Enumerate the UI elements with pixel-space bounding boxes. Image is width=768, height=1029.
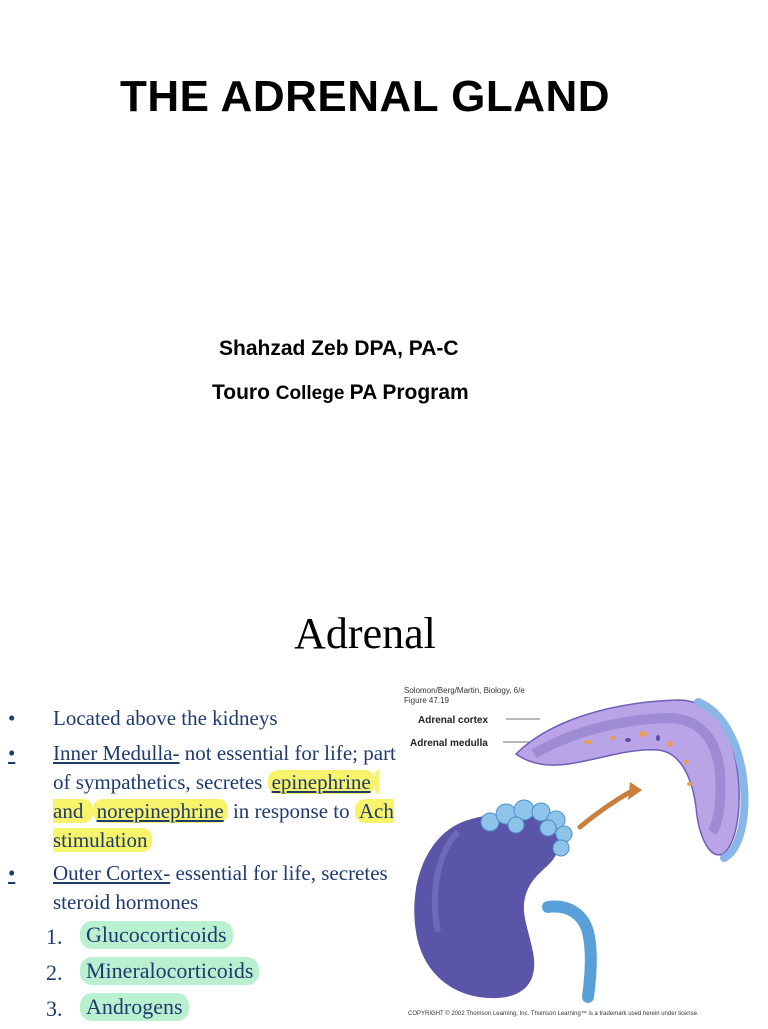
figure-source: Solomon/Berg/Martin, Biology, 6/e: [404, 686, 525, 695]
author-name: Shahzad Zeb DPA, PA-C: [219, 337, 459, 360]
adrenal-figure: [398, 682, 752, 1018]
affil-part-a: Touro: [212, 381, 276, 404]
cortex-desc: essential for life, secretes steroid hormones: [53, 861, 388, 914]
label-adrenal-medulla: Adrenal medulla: [410, 738, 488, 749]
affil-part-c: PA Program: [349, 381, 469, 404]
hormone-label: Mineralocorticoids: [80, 957, 259, 985]
bullet-dot: •: [8, 861, 16, 885]
bullet-dot: •: [8, 706, 16, 730]
hormone-item: [0, 957, 400, 993]
medulla-term: Inner Medulla-: [53, 741, 180, 765]
ach-term: Ach stimulation: [53, 799, 394, 852]
bullet-location: [0, 704, 400, 733]
medulla-desc: not essential for life; part of sympathetics, secretes: [53, 741, 396, 794]
hormone-label: Glucocorticoids: [80, 921, 233, 949]
slide2-title: Adrenal: [294, 609, 436, 658]
bullet-list: [0, 704, 400, 917]
arrow-icon: [580, 792, 630, 827]
hormone-label: Androgens: [80, 993, 189, 1021]
figure-number: Figure 47.19: [404, 696, 449, 705]
norepinephrine-term: norepinephrine: [93, 799, 228, 823]
hormone-number: 1.: [46, 924, 63, 949]
epinephrine-term: epinephrine: [268, 770, 375, 794]
arrow-head-icon: [628, 782, 642, 800]
hormone-number: 2.: [46, 960, 63, 985]
bullet-dot: •: [8, 741, 16, 765]
hormone-item: [0, 921, 400, 957]
affil-part-b: College: [275, 383, 350, 404]
hormone-list: [0, 921, 400, 1029]
hormone-number: 3.: [46, 996, 63, 1021]
figure-copyright: COPYRIGHT © 2002 Thomson Learning, Inc. Thomson Learning™ is a trademark used herein under license.: [408, 1011, 699, 1017]
bullet-cortex: [0, 859, 400, 917]
affiliation: [212, 381, 469, 405]
bullet-medulla: [0, 739, 400, 855]
bullet-text: Located above the kidneys: [53, 706, 278, 730]
slide1-title: THE ADRENAL GLAND: [119, 72, 611, 121]
kidney-illustration: [414, 800, 590, 998]
label-adrenal-cortex: Adrenal cortex: [418, 715, 489, 726]
cortex-term: Outer Cortex-: [53, 861, 171, 885]
and-text: and: [53, 770, 379, 823]
in-response-text: in response to: [227, 799, 355, 823]
